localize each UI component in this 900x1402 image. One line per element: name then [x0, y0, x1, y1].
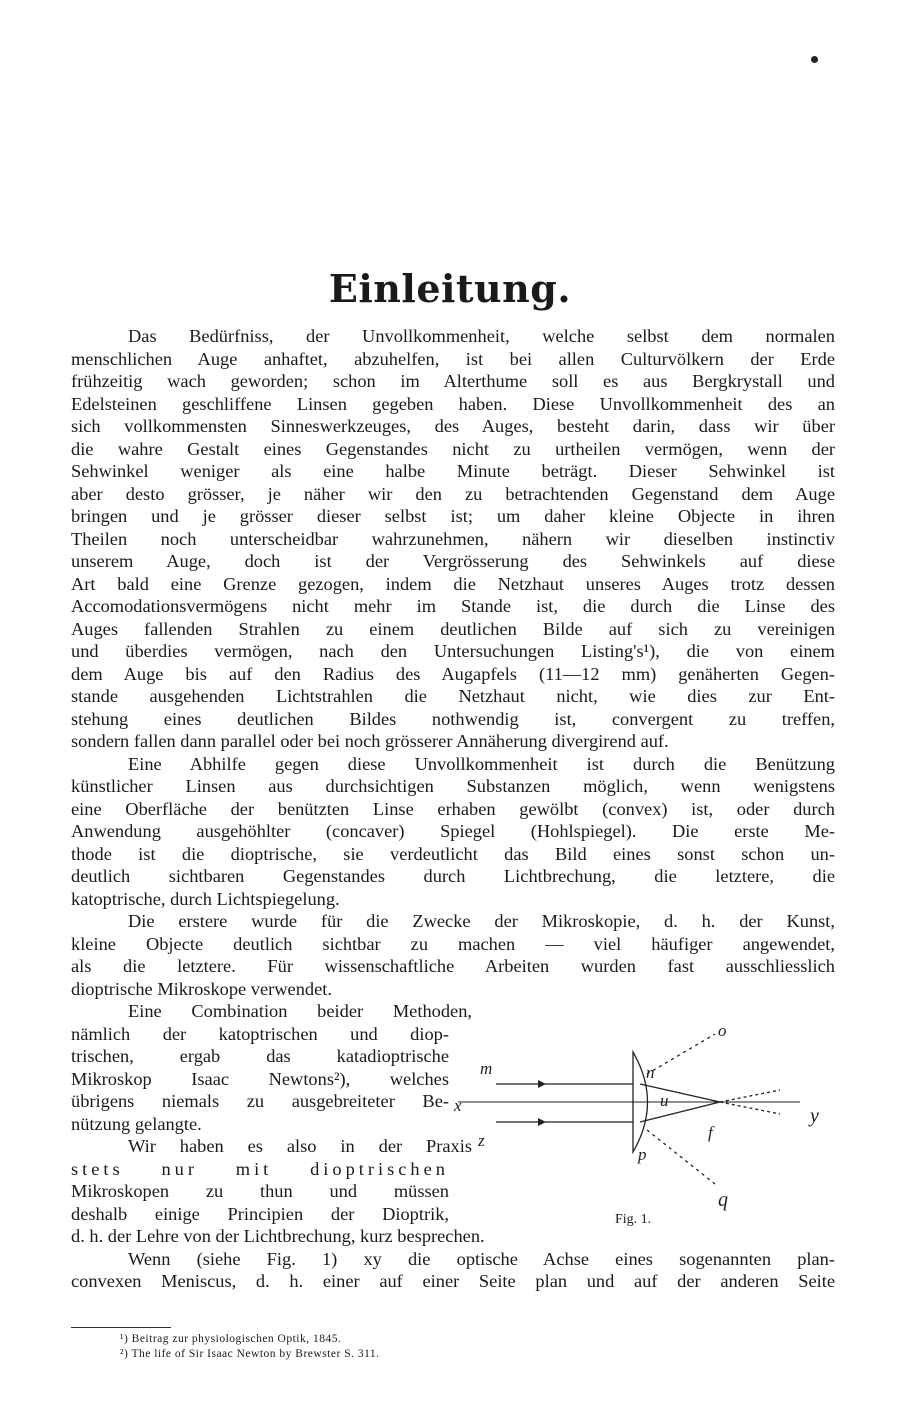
label-z: z: [478, 1131, 485, 1150]
arrowhead-lower: [538, 1118, 546, 1126]
text-line: trischen, ergab das katadioptrische: [71, 1046, 449, 1066]
text-line: nämlich der katoptrischen und diop-: [71, 1023, 449, 1044]
text-line: d. h. der Lehre von der Lichtbrechung, kurz besprechen.: [71, 1226, 485, 1246]
text-line: stehung eines deutlichen Bildes nothwendig ist, convergent zu treffen,: [71, 708, 835, 729]
label-n: n: [646, 1063, 655, 1082]
text-line: Art bald eine Grenze gezogen, indem die Netzhaut unseres Auges trotz dessen: [71, 573, 835, 594]
text-line: unserem Auge, doch ist der Vergrösserung des Sehwinkels auf diese: [71, 551, 835, 571]
text-line: Eine Combination beider Methoden,: [128, 1001, 472, 1021]
ray-continuation-lower: [720, 1102, 780, 1114]
text-line: Wir haben es also in der Praxis: [128, 1136, 472, 1156]
footnote-1: ¹) Beitrag zur physiologischen Optik, 1845.: [120, 1333, 342, 1345]
text-line: Auges fallenden Strahlen zu einem deutlichen Bilde auf sich zu vereinigen: [71, 618, 835, 639]
text-line: Accomodationsvermögens nicht mehr im Stande ist, die durch die Linse des: [71, 596, 835, 616]
text-line: menschlichen Auge anhaftet, abzuhelfen, ist bei allen Culturvölkern der Erde: [71, 348, 835, 369]
arrowhead-upper: [538, 1080, 546, 1088]
text-line: sondern fallen dann parallel oder bei noch grösserer Annäherung divergirend auf.: [71, 731, 669, 751]
text-line: deshalb einige Principien der Dioptrik,: [71, 1203, 449, 1224]
chapter-heading: Einleitung.: [328, 266, 572, 311]
text-line: nützung gelangte.: [71, 1113, 202, 1134]
text-line: sich vollkommensten Sinneswerkzeuges, des Auges, besteht darin, dass wir über: [71, 416, 835, 436]
figure-caption: Fig. 1.: [615, 1212, 652, 1227]
text-line: Das Bedürfniss, der Unvollkommenheit, welche selbst dem normalen: [128, 326, 835, 346]
footnote-rule: [71, 1327, 171, 1328]
text-line: frühzeitig wach geworden; schon im Alterthume soll es aus Bergkrystall und: [71, 371, 835, 391]
text-line: kleine Objecte deutlich sichtbar zu machen — viel häufiger angewendet,: [71, 933, 835, 954]
text-line: Sehwinkel weniger als eine halbe Minute beträgt. Dieser Sehwinkel ist: [71, 461, 835, 481]
text-line: eine Oberfläche der benützten Linse erhaben gewölbt (convex) ist, oder durch: [71, 798, 835, 819]
label-x: x: [454, 1096, 462, 1115]
text-line: die wahre Gestalt eines Gegenstandes nicht zu urtheilen vermögen, wenn der: [71, 438, 835, 459]
text-line: Anwendung ausgehöhlter (concaver) Spiegel (Hohlspiegel). Die erste Me-: [71, 821, 835, 841]
label-o: o: [718, 1021, 727, 1040]
refracted-ray-upper: [640, 1084, 720, 1102]
text-line: und überdies vermögen, nach den Untersuchungen Listing's¹), die von einem: [71, 641, 835, 661]
reflected-ray-o: [647, 1034, 715, 1074]
label-m: m: [480, 1059, 493, 1078]
label-f: f: [708, 1123, 713, 1142]
ray-continuation-upper: [720, 1090, 780, 1102]
text-line: als die letztere. Für wissenschaftliche Arbeiten wurden fast ausschliesslich: [71, 956, 835, 976]
text-line: Theilen noch unterscheidbar wahrzunehmen, nähern wir dieselben instinctiv: [71, 528, 835, 549]
lens-figure: [450, 1012, 840, 1242]
text-line: stets nur mit dioptrischen: [71, 1158, 449, 1179]
footnote-2: ²) The life of Sir Isaac Newton by Brewster S. 311.: [120, 1348, 380, 1360]
text-line: convexen Meniscus, d. h. einer auf einer Seite plan und auf der anderen Seite: [71, 1271, 835, 1291]
text-line: stande ausgehenden Lichtstrahlen die Netzhaut nicht, wie dies zur Ent-: [71, 686, 835, 706]
text-line: Wenn (siehe Fig. 1) xy die optische Achse eines sogenannten plan-: [128, 1248, 835, 1269]
text-line: deutlich sichtbaren Gegenstandes durch Lichtbrechung, die letztere, die: [71, 866, 835, 886]
text-line: übrigens niemals zu ausgebreiteter Be-: [71, 1091, 449, 1111]
ink-dot: [811, 56, 818, 63]
text-line: bringen und je grösser dieser selbst ist; um daher kleine Objecte in ihren: [71, 506, 835, 526]
text-line: Mikroskop Isaac Newtons²), welches: [71, 1068, 449, 1089]
text-line: aber desto grösser, je näher wir den zu betrachtenden Gegenstand dem Auge: [71, 483, 835, 504]
label-p: p: [638, 1145, 647, 1164]
text-line: Eine Abhilfe gegen diese Unvollkommenheit ist durch die Benützung: [128, 753, 835, 774]
text-line: thode ist die dioptrische, sie verdeutlicht das Bild eines sonst schon un-: [71, 843, 835, 864]
text-line: katoptrische, durch Lichtspiegelung.: [71, 888, 340, 909]
text-line: dem Auge bis auf den Radius des Augapfels (11—12 mm) genäherten Gegen-: [71, 663, 835, 684]
label-q: q: [718, 1189, 728, 1211]
text-line: Mikroskopen zu thun und müssen: [71, 1181, 449, 1201]
text-line: Edelsteinen geschliffene Linsen gegeben haben. Diese Unvollkommenheit des an: [71, 393, 835, 414]
label-u: u: [660, 1091, 669, 1110]
refracted-ray-lower: [640, 1102, 720, 1122]
reflected-ray-q: [647, 1130, 715, 1184]
text-line: künstlicher Linsen aus durchsichtigen Substanzen möglich, wenn wenigstens: [71, 776, 835, 796]
text-line: Die erstere wurde für die Zwecke der Mikroskopie, d. h. der Kunst,: [128, 911, 835, 931]
label-y: y: [810, 1105, 819, 1127]
text-line: dioptrische Mikroskope verwendet.: [71, 978, 332, 999]
